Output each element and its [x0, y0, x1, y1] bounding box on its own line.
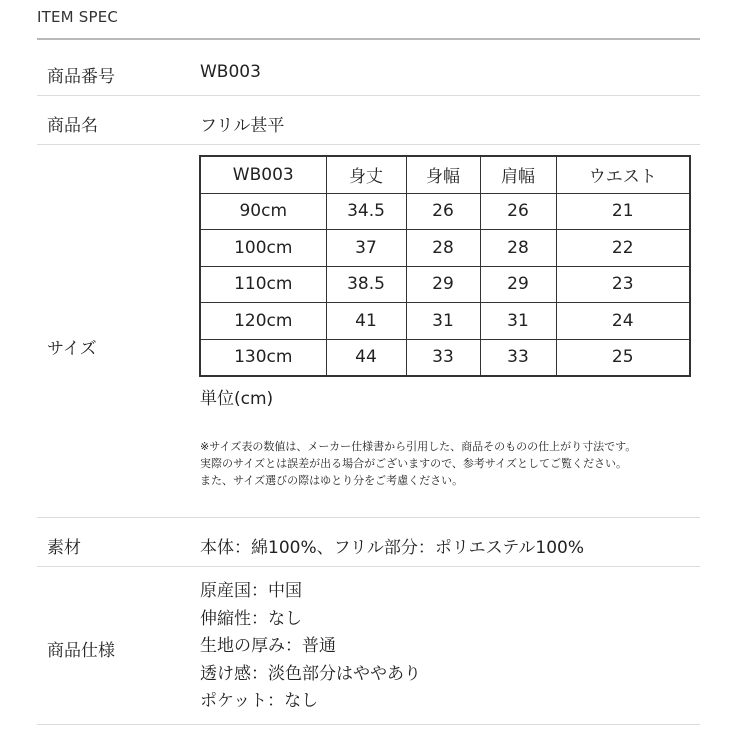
- table-header-cell: 身幅: [406, 156, 480, 193]
- table-cell: 41: [326, 303, 406, 340]
- size-label: サイズ: [47, 339, 97, 359]
- table-cell: 33: [406, 339, 480, 376]
- divider: [37, 517, 700, 518]
- table-header-cell: ウエスト: [556, 156, 690, 193]
- material-value: 本体：綿100%、フリル部分：ポリエステル100%: [200, 538, 584, 558]
- unit-label: 単位(cm): [200, 389, 274, 409]
- material-label: 素材: [47, 538, 81, 558]
- section-title: ITEM SPEC: [37, 8, 119, 26]
- product-number-value: WB003: [200, 62, 261, 82]
- table-row: [200, 266, 690, 303]
- note-line: 実際のサイズとは誤差が出る場合がございますので、参考サイズとしてご覧ください。: [200, 457, 628, 470]
- size-table: [199, 155, 691, 377]
- table-cell: 90cm: [200, 193, 326, 230]
- product-name-value: フリル甚平: [200, 116, 285, 136]
- table-cell: 25: [556, 339, 690, 376]
- table-cell: 34.5: [326, 193, 406, 230]
- note-line: ※サイズ表の数値は、メーカー仕様書から引用した、商品そのものの仕上がり寸法です。: [200, 440, 637, 453]
- specs-label: 商品仕様: [47, 641, 115, 661]
- table-header-cell: WB003: [200, 156, 326, 193]
- product-number-label: 商品番号: [47, 67, 115, 87]
- table-cell: 31: [406, 303, 480, 340]
- note-line: また、サイズ選びの際はゆとり分をご考慮ください。: [200, 474, 464, 487]
- table-cell: 38.5: [326, 266, 406, 303]
- table-cell: 37: [326, 230, 406, 267]
- table-cell: 28: [406, 230, 480, 267]
- specs-list: [200, 578, 421, 716]
- table-cell: 21: [556, 193, 690, 230]
- specs-item: 伸縮性：なし: [200, 608, 302, 629]
- specs-item: ポケット：なし: [200, 691, 319, 711]
- divider: [37, 38, 700, 40]
- table-cell: 23: [556, 266, 690, 303]
- table-cell: 24: [556, 303, 690, 340]
- table-header-cell: 肩幅: [480, 156, 556, 193]
- table-header-cell: 身丈: [326, 156, 406, 193]
- table-row: [200, 303, 690, 340]
- product-name-label: 商品名: [47, 116, 98, 136]
- divider: [37, 724, 700, 725]
- table-cell: 26: [480, 193, 556, 230]
- table-row: [200, 339, 690, 376]
- table-cell: 26: [406, 193, 480, 230]
- divider: [37, 144, 700, 145]
- table-cell: 120cm: [200, 303, 326, 340]
- table-cell: 29: [406, 266, 480, 303]
- table-cell: 33: [480, 339, 556, 376]
- table-cell: 110cm: [200, 266, 326, 303]
- specs-item: 生地の厚み：普通: [200, 636, 336, 656]
- table-row: [200, 193, 690, 230]
- table-cell: 31: [480, 303, 556, 340]
- table-cell: 22: [556, 230, 690, 267]
- size-notes: [200, 438, 700, 489]
- table-cell: 100cm: [200, 230, 326, 267]
- specs-item: 透け感：淡色部分はややあり: [200, 663, 421, 684]
- table-row: [200, 230, 690, 267]
- table-cell: 44: [326, 339, 406, 376]
- table-cell: 29: [480, 266, 556, 303]
- table-cell: 28: [480, 230, 556, 267]
- table-cell: 130cm: [200, 339, 326, 376]
- specs-item: 原産国：中国: [200, 581, 302, 601]
- table-header-row: [200, 156, 690, 193]
- divider: [37, 566, 700, 567]
- divider: [37, 95, 700, 96]
